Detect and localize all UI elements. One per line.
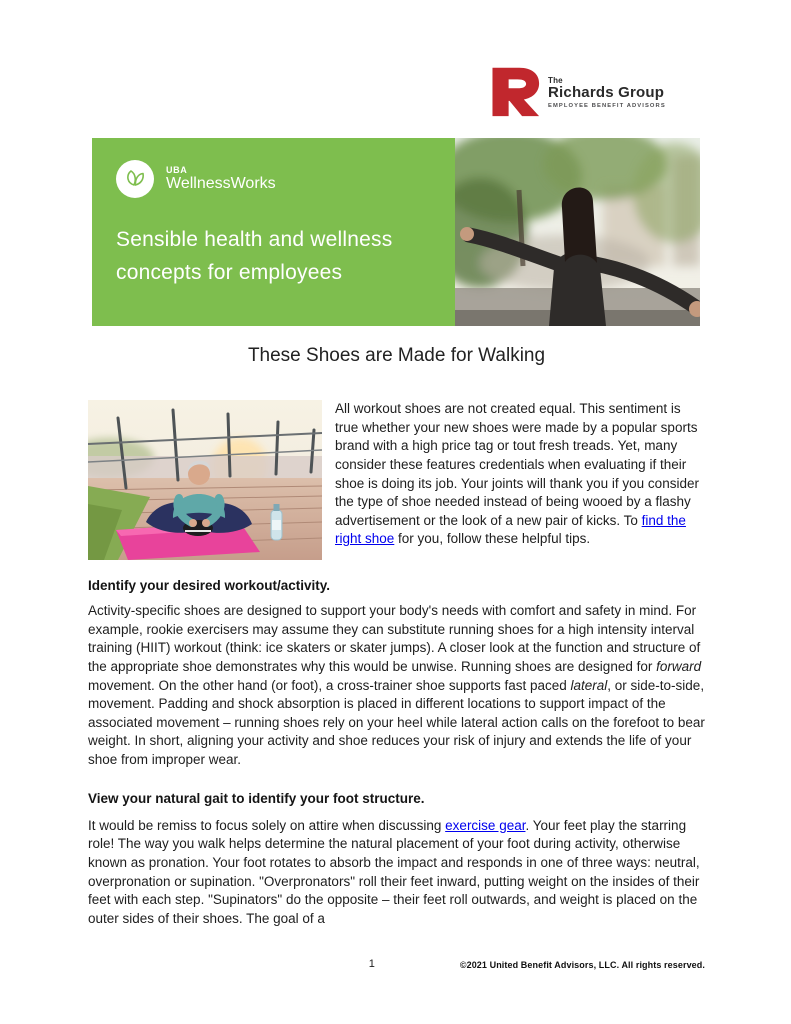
copyright-notice: ©2021 United Benefit Advisors, LLC. All rights reserved. [459, 960, 705, 970]
logo-tagline: EMPLOYEE BENEFIT ADVISORS [548, 103, 666, 110]
banner-brand-names [166, 165, 276, 194]
logo-the: The [548, 75, 563, 85]
wellnessworks-label: WellnessWorks [166, 174, 276, 192]
leaf-icon [116, 160, 154, 198]
wellnessworks-banner [92, 138, 700, 326]
article-content [88, 345, 705, 928]
article-title: These Shoes are Made for Walking [247, 345, 546, 366]
banner-headline [116, 224, 431, 289]
section-paragraph-workout-activity [88, 602, 705, 770]
exercise-gear-link[interactable]: exercise gear [445, 817, 526, 833]
page-number: 1 [368, 958, 375, 970]
richards-r-icon [488, 63, 540, 119]
banner-headline-line1: Sensible health and wellness [116, 228, 393, 251]
logo-name: Richards Group [548, 84, 665, 102]
intro-text-run: for you, follow these helpful tips. [394, 531, 591, 547]
italic-forward: forward [656, 658, 702, 674]
intro-row [88, 400, 705, 560]
intro-text-run: All workout shoes are not created equal. This sentiment is true whether your new shoes were made by a popular sports brand with a high price tag or tout fresh treads. Yet, many consider these features credentials when evaluating if their shoe is doing its job. Your joints will thank you if you consider the type of shoe needed instead of being wooed by a flashy advertisement or the look of a new pair of kicks. To [335, 401, 699, 528]
section-heading-natural-gait: View your natural gait to identify your foot structure. [88, 790, 425, 806]
italic-lateral: lateral [570, 677, 608, 693]
section-paragraph-natural-gait [88, 817, 705, 929]
banner-brand-row [116, 160, 431, 198]
banner-headline-line2: concepts for employees [116, 260, 343, 284]
richards-logo-text [548, 73, 666, 109]
section-heading-workout-activity: Identify your desired workout/activity. [88, 578, 331, 593]
body-text-run: It would be remiss to focus solely on attire when discussing [88, 817, 446, 833]
body-text-run: Activity-specific shoes are designed to support your body's needs with comfort and safety in mind. For example, rookie exercisers may assume they can substitute running shoes for a high intensity interval training (HIIT) workout (think: ice skaters or skater jumps). A closer look at the function and structure of the appropriate shoe demonstrates why this would be unwise. Running shoes are designed for [88, 603, 701, 674]
body-text-run: , or side-to-side, movement. Padding and shock absorption is placed in different locations to support impact of the associated movement – running shoes rely on your heel while lateral action calls on the forefoot to bear weight. In short, aligning your activity and shoe reduces your risk of injury and extends the life of your shoe from improper wear. [88, 677, 705, 767]
uba-label: UBA [166, 164, 188, 175]
banner-photo [455, 138, 700, 326]
richards-group-logo [488, 60, 688, 122]
body-text-run: . Your feet play the starring role! The way you walk helps determine the natural placement of your foot during activity, otherwise known as pronation. Your foot rotates to absorb the impact and responds in one of three ways: neutral, overpronation or supination. "Overpronators" roll their feet inward, putting weight on the insides of their feet with each step. "Supinators" do the opposite – their feet roll outwards, and weight is placed on the outer sides of their shoes. The goal of a [88, 817, 700, 926]
intro-paragraph [335, 400, 705, 560]
article-photo [88, 400, 322, 560]
find-right-shoe-link[interactable]: find the right shoe [335, 512, 686, 547]
body-text-run: movement. On the other hand (or foot), a cross-trainer shoe supports fast paced [88, 677, 571, 693]
banner-green-panel [92, 138, 455, 326]
page-footer [88, 958, 705, 974]
